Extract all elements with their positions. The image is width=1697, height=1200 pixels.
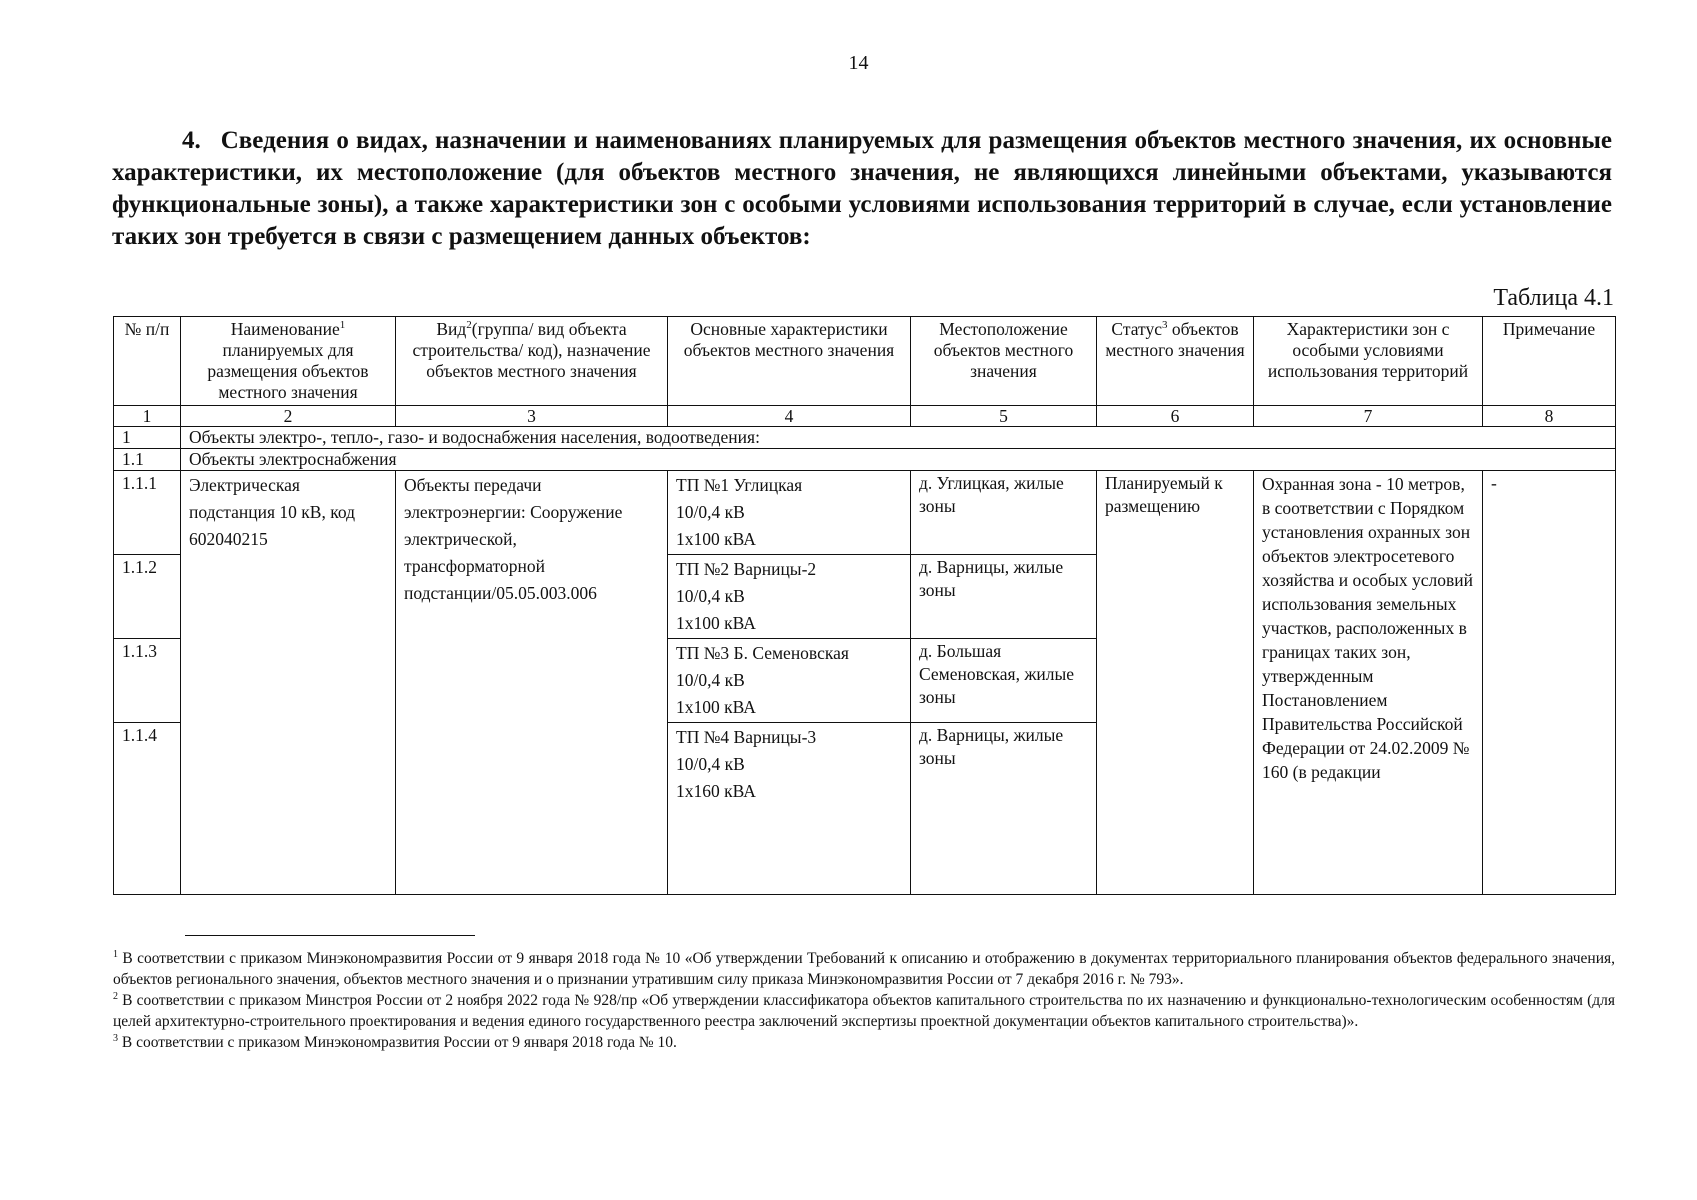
section-heading-text: Сведения о видах, назначении и наименованиях планируемых для размещения объектов местного значения, их основные характеристики, их местоположение (для объектов местного значения, не являющихся линейными объектами, указываются функциональные зоны), а также характеристики зон с особыми условиями использования территорий в случае, если установление таких зон требуется в связи с размещением данных объектов: bbox=[112, 127, 1612, 250]
column-number: 4 bbox=[668, 406, 911, 427]
footnote-separator bbox=[185, 935, 475, 936]
header-number: № п/п bbox=[114, 317, 181, 406]
column-number: 8 bbox=[1483, 406, 1616, 427]
location: д. Варницы, жилые зоны bbox=[911, 555, 1097, 639]
column-number: 2 bbox=[181, 406, 396, 427]
column-number: 5 bbox=[911, 406, 1097, 427]
location: д. Углицкая, жилые зоны bbox=[911, 471, 1097, 555]
row-number: 1.1.4 bbox=[114, 723, 181, 895]
section-title: Объекты электро-, тепло-, газо- и водоснабжения населения, водоотведения: bbox=[181, 427, 1616, 449]
location: д. Варницы, жилые зоны bbox=[911, 723, 1097, 895]
column-number-row bbox=[114, 406, 1616, 427]
header-zones: Характеристики зон с особыми условиями использования территорий bbox=[1254, 317, 1483, 406]
section-heading bbox=[112, 125, 1612, 253]
status: Планируемый к размещению bbox=[1097, 471, 1254, 895]
section-num: 1 bbox=[114, 427, 181, 449]
section-number: 4. bbox=[182, 127, 201, 154]
header-status: Статус$^3$ объектов местного значения bbox=[1097, 317, 1254, 406]
page-number: 14 bbox=[848, 52, 869, 74]
object-name: Электрическая подстанция 10 кВ, код 602040215 bbox=[181, 471, 396, 895]
subsection-title: Объекты электроснабжения bbox=[181, 449, 1616, 471]
footnote: $^1$ В соответствии с приказом Минэкономразвития России от 9 января 2018 года № 10 «Об утверждении Требований к описанию и отображению в документах территориального планирования объектов федерального значения, объектов регионального значения, объектов местного значения и о признании утратившим силу приказа Минэкономразвития России от 7 декабря 2016 г. № 793». bbox=[113, 948, 1615, 988]
column-number: 6 bbox=[1097, 406, 1254, 427]
object-kind: Объекты передачи электроэнергии: Сооружение электрической, трансформаторной подстанции/05.05.003.006 bbox=[396, 471, 668, 895]
subsection-num: 1.1 bbox=[114, 449, 181, 471]
subsection-row bbox=[114, 449, 1616, 471]
characteristics: ТП №2 Варницы-2 10/0,4 кВ 1х100 кВА bbox=[668, 555, 911, 639]
table-caption: Таблица 4.1 bbox=[1493, 285, 1614, 311]
row-number: 1.1.2 bbox=[114, 555, 181, 639]
column-number: 3 bbox=[396, 406, 668, 427]
zone-characteristics: Охранная зона - 10 метров, в соответствии с Порядком установления охранных зон объектов электросетевого хозяйства и особых условий использования земельных участков, расположенных в границах таких зон, утвержденным Постановлением Правительства Российской Федерации от 24.02.2009 № 160 (в редакции bbox=[1254, 471, 1483, 895]
header-characteristics: Основные характеристики объектов местного значения bbox=[668, 317, 911, 406]
column-number: 7 bbox=[1254, 406, 1483, 427]
footnote: $^2$ В соответствии с приказом Минстроя России от 2 ноября 2022 года № 928/пр «Об утверждении классификатора объектов капитального строительства по их назначению и функционально-технологическим особенностям (для целей архитектурно-строительного проектирования и ведения единого государственного реестра заключений экспертизы проектной документации объектов капитального строительства)». bbox=[113, 990, 1615, 1030]
header-note: Примечание bbox=[1483, 317, 1616, 406]
location: д. Большая Семеновская, жилые зоны bbox=[911, 639, 1097, 723]
header-kind: Вид$^2$(группа/ вид объекта строительства/ код), назначение объектов местного значения bbox=[396, 317, 668, 406]
footnotes bbox=[113, 948, 1615, 1053]
table-row bbox=[114, 471, 1616, 555]
row-number: 1.1.3 bbox=[114, 639, 181, 723]
column-number: 1 bbox=[114, 406, 181, 427]
characteristics: ТП №4 Варницы-3 10/0,4 кВ 1х160 кВА bbox=[668, 723, 911, 895]
objects-table bbox=[113, 316, 1616, 895]
header-name: Наименование$^1$ планируемых для размещения объектов местного значения bbox=[181, 317, 396, 406]
note: - bbox=[1483, 471, 1616, 895]
footnote: $^3$ В соответствии с приказом Минэкономразвития России от 9 января 2018 года № 10. bbox=[113, 1032, 677, 1051]
characteristics: ТП №1 Углицкая 10/0,4 кВ 1х100 кВА bbox=[668, 471, 911, 555]
table-header-row bbox=[114, 317, 1616, 406]
section-row bbox=[114, 427, 1616, 449]
header-location: Местоположение объектов местного значения bbox=[911, 317, 1097, 406]
row-number: 1.1.1 bbox=[114, 471, 181, 555]
characteristics: ТП №3 Б. Семеновская 10/0,4 кВ 1х100 кВА bbox=[668, 639, 911, 723]
